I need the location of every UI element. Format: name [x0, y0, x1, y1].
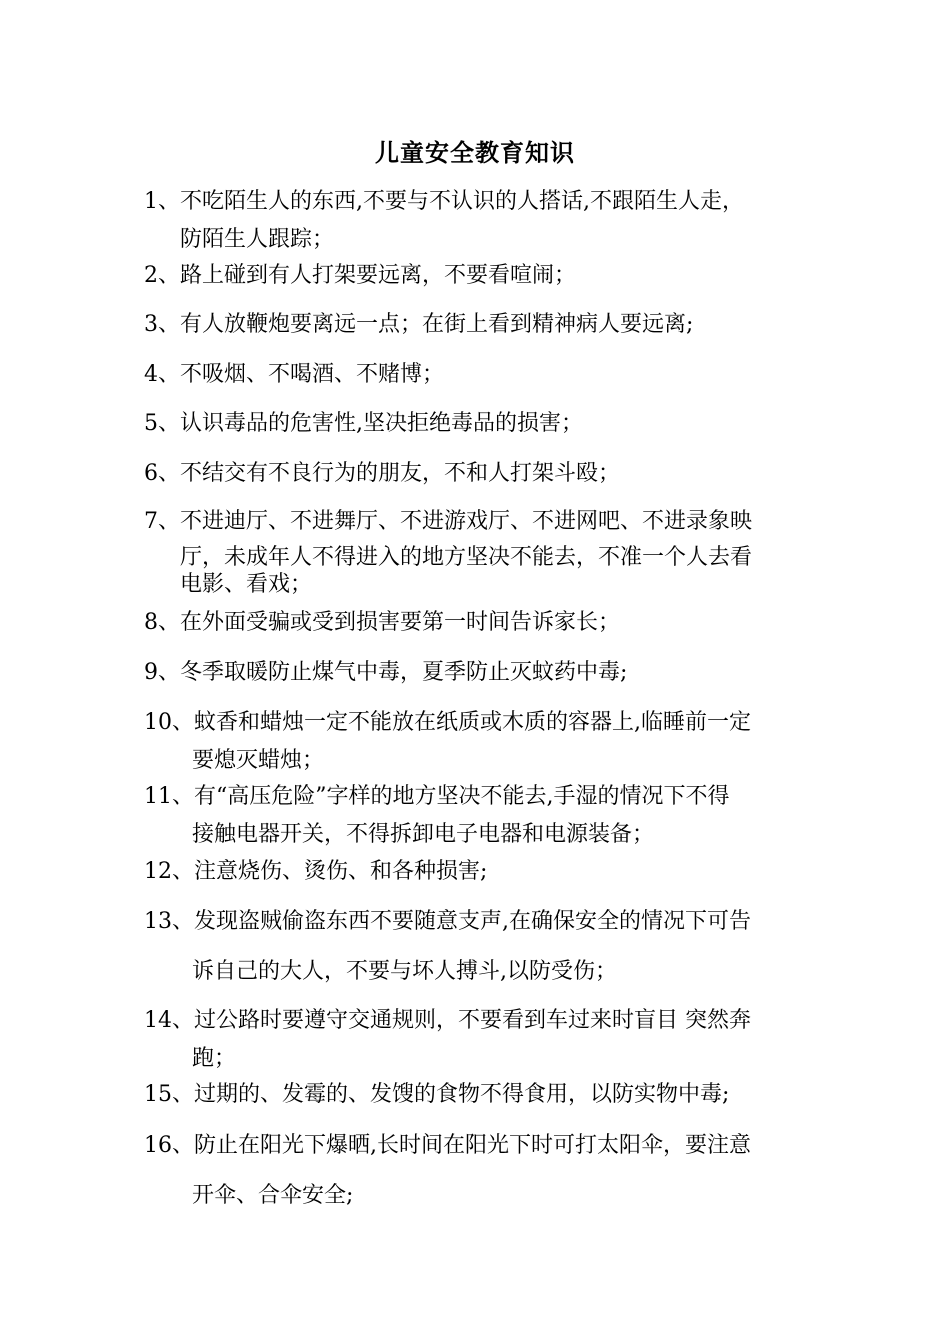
item-text-line2: 开伞、合伞安全;: [192, 1183, 354, 1208]
page-title: 儿童安全教育知识: [375, 138, 575, 167]
item-number: 6、: [144, 461, 180, 486]
item-number: 2、: [144, 263, 180, 288]
list-item-5: [144, 405, 812, 443]
item-text-line2: 防陌生人跟踪；: [180, 227, 335, 252]
item-number: 16、: [144, 1133, 194, 1158]
list-item-15: [144, 1076, 812, 1114]
item-number: 8、: [144, 610, 180, 635]
item-text-line1: 不结交有不良行为的朋友，不和人打架斗殴；: [180, 461, 621, 486]
item-text-line1: 认识毒品的危害性,坚决拒绝毒品的损害；: [180, 411, 583, 436]
item-number: 1、: [144, 189, 180, 214]
item-text-line2: 要熄灭蜡烛；: [192, 748, 325, 773]
item-number: 9、: [144, 660, 180, 685]
item-text-line1: 注意烧伤、烫伤、和各种损害;: [194, 859, 488, 884]
item-number: 12、: [144, 859, 194, 884]
list-item-14: [144, 1002, 812, 1078]
list-item-9: [144, 654, 812, 692]
list-item-1: [144, 183, 812, 259]
item-number: 11、: [144, 784, 194, 809]
list-item-8: [144, 604, 812, 642]
item-text-line1: 不吃陌生人的东西,不要与不认识的人搭话,不跟陌生人走，: [180, 189, 744, 214]
list-item-12: [144, 853, 812, 891]
item-text-line2: 跑；: [192, 1046, 237, 1071]
item-number: 3、: [144, 312, 180, 337]
item-text-line2: 接触电器开关，不得拆卸电子电器和电源装备；: [192, 822, 655, 847]
list-item-3: [144, 306, 812, 344]
item-text-line1: 发现盗贼偷盗东西不要随意支声,在确保安全的情况下可告: [194, 909, 751, 934]
item-text-line2: 厅，未成年人不得进入的地方坚决不能去，不准一个人去看: [180, 545, 753, 570]
item-number: 7、: [144, 509, 180, 534]
list-item-2: [144, 257, 812, 295]
item-text-line3: 电影、看戏；: [180, 572, 313, 597]
item-number: 5、: [144, 411, 180, 436]
item-text-line1: 路上碰到有人打架要远离，不要看喧闹；: [180, 263, 577, 288]
item-text-line1: 冬季取暖防止煤气中毒，夏季防止灭蚊药中毒;: [180, 660, 628, 685]
list-item-16: [144, 1126, 812, 1216]
item-number: 15、: [144, 1082, 194, 1107]
item-text-line1: 不吸烟、不喝酒、不赌博；: [180, 362, 445, 387]
item-text-line1: 过期的、发霉的、发馊的食物不得食用，以防实物中毒;: [194, 1082, 730, 1107]
list-item-11: [144, 778, 812, 854]
item-number: 14、: [144, 1008, 194, 1033]
item-text-line2: 诉自己的大人，不要与坏人搏斗,以防受伤；: [192, 959, 617, 984]
item-number: 13、: [144, 909, 194, 934]
item-number: 10、: [144, 710, 194, 735]
list-item-4: [144, 356, 812, 394]
list-item-10: [144, 704, 812, 780]
item-text-line1: 过公路时要遵守交通规则，不要看到车过来时盲目 突然奔: [194, 1008, 751, 1033]
item-text-line1: 有人放鞭炮要离远一点；在街上看到精神病人要远离;: [180, 312, 694, 337]
list-item-13: [144, 902, 812, 992]
item-number: 4、: [144, 362, 180, 387]
item-text-line1: 防止在阳光下爆晒,长时间在阳光下时可打太阳伞，要注意: [194, 1133, 751, 1158]
item-text-line1: 有“高压危险”字样的地方坚决不能去,手湿的情况下不得: [194, 784, 730, 809]
item-text-line1: 蚊香和蜡烛一定不能放在纸质或木质的容器上,临睡前一定: [194, 710, 751, 735]
item-text-line1: 在外面受骗或受到损害要第一时间告诉家长；: [180, 610, 621, 635]
list-item-7: [144, 505, 812, 598]
item-text-line1: 不进迪厅、不进舞厅、不进游戏厅、不进网吧、不进录象映: [180, 509, 753, 534]
list-item-6: [144, 455, 812, 493]
